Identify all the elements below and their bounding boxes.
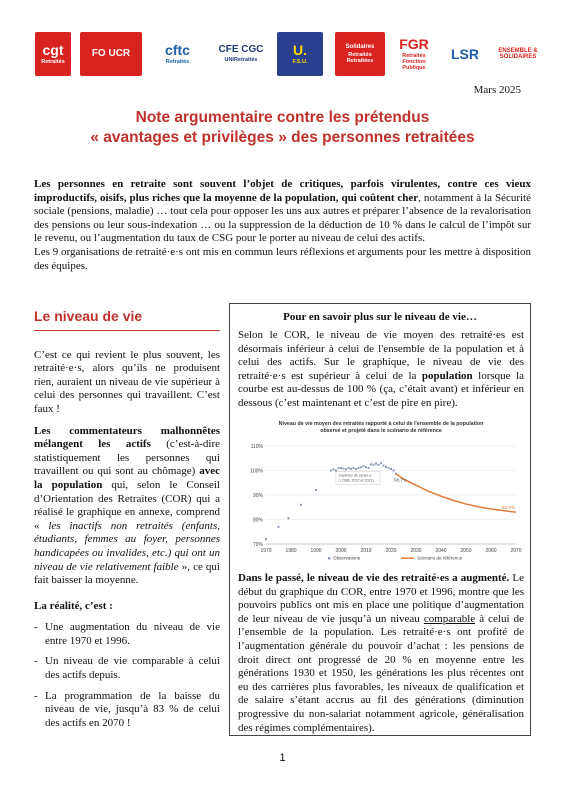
box-paragraph-1	[238, 329, 524, 411]
logo-text: U.	[293, 41, 307, 58]
legend-marker-observations	[328, 557, 330, 559]
intro-paragraph-2: Les 9 organisations de retraité·e·s ont mis en commun leurs réflexions et arguments pour les mettre à disposition des équipes.	[34, 245, 531, 272]
reality-heading: La réalité, c’est :	[34, 599, 113, 612]
x-tick-label: 2010	[360, 548, 372, 554]
chart-title-line-2: observé et projeté dans le scénario de référence	[320, 428, 442, 434]
observation-point	[363, 465, 365, 467]
observation-point	[330, 470, 332, 472]
logo-text: FO UCR	[91, 48, 131, 59]
observation-point	[370, 463, 372, 465]
observation-point	[380, 462, 382, 464]
observation-point	[358, 467, 360, 469]
x-tick-label: 2050	[460, 548, 472, 554]
observation-point	[265, 538, 267, 540]
x-tick-label: 2060	[485, 548, 497, 554]
observation-point	[333, 468, 335, 470]
logo-subtext: UNIRetraités	[224, 56, 258, 63]
fgr-fp-logo	[392, 32, 436, 76]
logo-subtext: Retraités Retraitées	[346, 51, 374, 64]
legend-label-scenario: Scénario de référence	[417, 555, 463, 561]
x-tick-label: 1970	[260, 548, 272, 554]
observation-point	[368, 467, 370, 469]
text: », ce qui fait baisser la moyenne.	[34, 560, 220, 587]
y-tick-label: 70%	[252, 542, 263, 548]
observation-point	[340, 467, 342, 469]
bold-text: Dans le passé, le niveau de vie des retraité·es a augmenté.	[238, 572, 510, 584]
heading-rule	[34, 330, 220, 331]
logo-subtext: Retraités Fonction Publique	[402, 52, 426, 72]
left-paragraph-2	[34, 425, 220, 588]
title-line-2: « avantages et privilèges » des personnes retraitées	[90, 129, 475, 146]
cfe-cgc-logo	[212, 32, 270, 76]
x-tick-label: 2070	[510, 548, 522, 554]
observation-point	[315, 489, 317, 491]
list-item: - Une augmentation du niveau de vie entre 1970 et 1996.	[34, 621, 220, 648]
observation-point	[390, 468, 392, 470]
box-paragraph-2	[238, 572, 524, 735]
italic-quote: les inactifs non retraités (enfants, étudiants, femmes au foyer, personnes handicapées ou invalides, etc.) qui ont un niveau de vie relativement faible	[34, 519, 221, 573]
text: à celui de l’ensemble de la population. Les retraité·e·s ont profité de l’augmentation générale du pouvoir d’achat : les pensions de droit direct ont progressé de 20 % en moyenne entre les générations 1930 et 1950, les générations les plus récentes ont eu des carrières plus favorables, les niveaux de qualification et de salaire s’étant accrus au fil des générations (diminution progressive du non-salariat notamment agricole, généralisation des régimes complémentaires).	[238, 612, 524, 734]
end-value-label: 83,0%	[502, 505, 516, 511]
box-title: Pour en savoir plus sur le niveau de vie…	[283, 311, 477, 323]
y-tick-label: 110%	[250, 444, 263, 450]
underlined-text: comparable	[423, 612, 476, 625]
logo-text: cftc	[165, 41, 190, 58]
observation-point	[393, 470, 395, 472]
logo-text: FGR	[399, 35, 429, 52]
text: Selon le COR, le niveau de vie moyen des retraité·es est désormais inférieur à celui de l'ensemble de la population et à celui des actifs. Sur le graphique, le niveau de vie des retraité·e·s est supérieur à celui de la	[238, 329, 524, 382]
scenario-line	[396, 474, 516, 512]
observation-point	[288, 517, 290, 519]
observation-point	[348, 467, 350, 469]
observation-point	[373, 464, 375, 466]
ensemble-solidaires-logo	[498, 32, 538, 76]
left-paragraph-1: C’est ce qui revient le plus souvent, les retraité·e·s, alors qu’ils ne produisent rien, auraient un niveau de vie supérieur à celui des personnes qui travaillent. C’est faux !	[34, 348, 220, 415]
legend-label-observations: Observations	[333, 555, 361, 561]
observation-point	[345, 468, 347, 470]
date: Mars 2025	[473, 84, 521, 96]
left-column	[34, 310, 220, 737]
logo-subtext: Retraités	[165, 58, 190, 65]
x-tick-label: 1990	[310, 548, 322, 554]
fo-ucr-logo	[80, 32, 142, 76]
annotation-text-line-2: n 1996, 2012 et 2021)	[338, 478, 374, 483]
observation-point	[338, 467, 340, 469]
x-tick-label: 1980	[285, 548, 297, 554]
observation-point	[343, 468, 345, 470]
y-tick-label: 100%	[250, 468, 263, 475]
text: qui, selon le Conseil d’Orientation des Retraites (COR) qui a réalisé le graphique en annexe, comprend «	[34, 478, 220, 532]
chart-title: Niveau de vie moyen des retraités rapporté à celui de l'ensemble de la population	[278, 421, 484, 427]
logo-text: Solidaires	[345, 43, 375, 50]
logo-text: cgt	[42, 41, 64, 58]
info-box	[229, 303, 531, 736]
text: (c’est-à-dire statistiquement les personnes qui travaillent ou qui sont au chômage)	[34, 438, 220, 478]
cftc-logo	[150, 32, 205, 76]
list-item: - La programmation de la baisse du niveau de vie, jusqu’à 83 % de celui des actifs en 2070 !	[34, 690, 220, 731]
page-number: 1	[279, 752, 286, 764]
observation-point	[360, 466, 362, 468]
observation-point	[300, 504, 302, 506]
section-heading: Le niveau de vie	[34, 308, 143, 324]
start-value-label: 98,7%	[394, 477, 408, 483]
observation-point	[350, 468, 352, 470]
observation-point	[375, 463, 377, 465]
observation-point	[378, 464, 380, 466]
logo-subtext: F.S.U.	[292, 58, 308, 65]
observation-point	[278, 526, 280, 528]
x-tick-label: 2040	[435, 548, 447, 554]
y-tick-label: 80%	[252, 517, 263, 524]
list-item: - Un niveau de vie comparable à celui des actifs depuis.	[34, 655, 220, 682]
text: lorsque la courbe est au-dessus de 100 % (ça, c’était avant) et inférieur en dessous (c’est maintenant et c’est de pire en pire).	[238, 369, 525, 409]
x-tick-label: 2030	[410, 548, 422, 554]
bold-text: Les commentateurs malhonnêtes mélangent les actifs	[34, 424, 220, 451]
intro	[34, 178, 531, 273]
y-tick-label: 90%	[252, 493, 263, 499]
logo-text: LSR	[451, 46, 479, 62]
solidaires-logo	[335, 32, 385, 76]
observation-point	[335, 470, 337, 472]
lsr-logo	[445, 32, 485, 76]
fsu-logo	[277, 32, 323, 76]
observation-point	[353, 467, 355, 469]
bold-text: avec la population	[34, 465, 220, 491]
intro-rest: , notamment à la Sécurité sociale (pensions, maladie) … tout cela pour opposer les uns aux autres et préparer l’absence de la revalorisation des pensions ou leur sous-indexation … ou la suppression de la déduction de 10 % dans le calcul de l’impôt sur le revenu, ou l’augmentation du taux de CSG pour le porter au niveau de celui des actifs.	[34, 191, 531, 245]
x-tick-label: 2000	[335, 548, 347, 554]
logo-subtext: Retraités	[41, 58, 65, 65]
annotation-text: (ruptures de séries e	[338, 473, 372, 478]
observation-point	[365, 466, 367, 468]
logo-text: CFE CGC	[218, 43, 264, 55]
cgt-logo	[35, 32, 71, 76]
logo-bar	[0, 24, 565, 82]
x-tick-label: 2020	[385, 548, 397, 554]
intro-bold: Les personnes en retraite sont souvent l’objet de critiques, parfois virulentes, contre ces vieux improductifs, oisifs, plus riches que la moyenne de la population, qui coûtent cher	[34, 178, 531, 204]
text: Le début du graphique du COR, entre 1970 et 1996, montre que les pouvoirs publics ont mis en place une politique d’augmentation de leur niveau de vie jusqu’à un niveau	[238, 572, 524, 625]
observation-point	[355, 468, 357, 470]
intro-paragraph-1	[34, 178, 531, 246]
page-title	[0, 108, 565, 148]
title-line-1: Note argumentaire contre les prétendus	[135, 109, 430, 126]
living-standard-chart	[236, 416, 526, 566]
observation-point	[385, 466, 387, 468]
logo-text: ENSEMBLE & SOLIDAIRES	[498, 48, 538, 60]
reality-list	[34, 621, 220, 730]
observation-point	[383, 465, 385, 467]
bold-text: population	[421, 369, 473, 382]
observation-point	[388, 467, 390, 469]
